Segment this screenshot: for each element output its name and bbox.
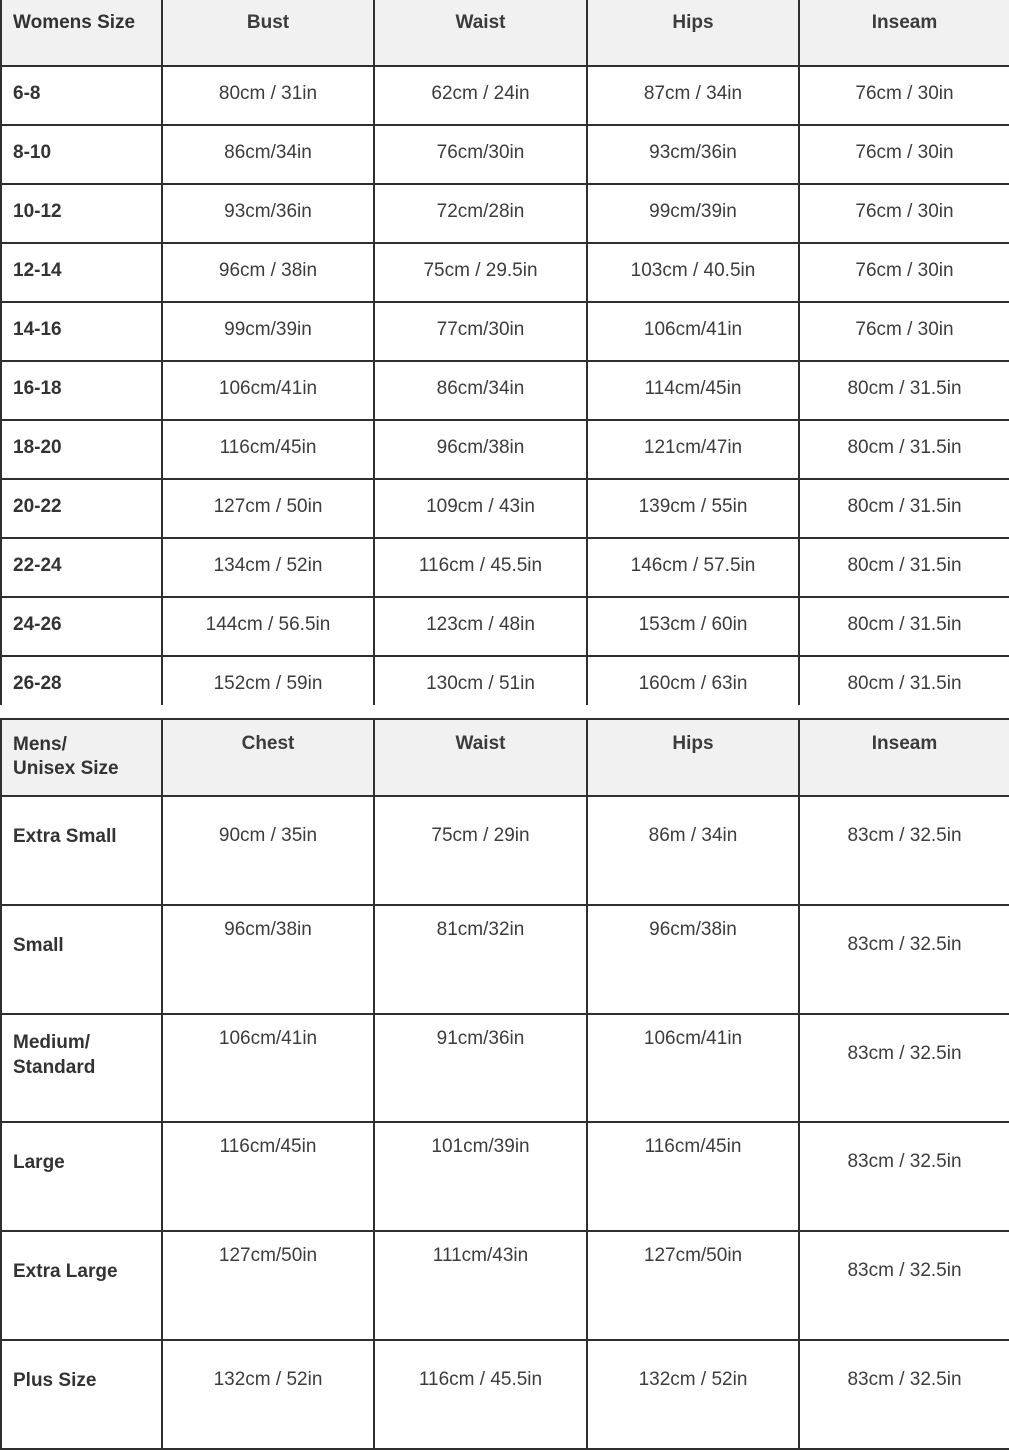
measurement-cell: 80cm / 31.5in [799,361,1009,420]
measurement-cell: 76cm / 30in [799,243,1009,302]
measurement-cell: 80cm / 31.5in [799,656,1009,715]
table-row [1,1122,1009,1231]
measurement-cell: 103cm / 40.5in [587,243,799,302]
measurement-cell: 132cm / 52in [162,1340,374,1449]
measurement-cell: 76cm / 30in [799,302,1009,361]
measurement-cell: 76cm / 30in [799,184,1009,243]
measurement-cell: 76cm / 30in [799,125,1009,184]
measurement-cell: 76cm/30in [374,125,587,184]
measurement-cell: 116cm/45in [162,1122,374,1231]
column-header: Hips [587,719,799,796]
column-header: Chest [162,719,374,796]
measurement-cell: 139cm / 55in [587,479,799,538]
table-row [1,302,1009,361]
measurement-cell: 83cm / 32.5in [799,1122,1009,1231]
measurement-cell: 80cm / 31in [162,66,374,125]
table-separator [0,705,1009,717]
measurement-cell: 144cm / 56.5in [162,597,374,656]
measurement-cell: 96cm / 38in [162,243,374,302]
measurement-cell: 99cm/39in [162,302,374,361]
measurement-cell: 127cm/50in [162,1231,374,1340]
measurement-cell: 127cm/50in [587,1231,799,1340]
measurement-cell: 116cm/45in [162,420,374,479]
size-cell: 18-20 [1,420,162,479]
column-header: Womens Size [1,0,162,66]
measurement-cell: 106cm/41in [587,302,799,361]
size-cell: 6-8 [1,66,162,125]
column-header: Bust [162,0,374,66]
measurement-cell: 160cm / 63in [587,656,799,715]
size-cell: Small [1,905,162,1014]
measurement-cell: 80cm / 31.5in [799,479,1009,538]
size-cell: Medium/ Standard [1,1014,162,1122]
measurement-cell: 86m / 34in [587,796,799,905]
measurement-cell: 106cm/41in [587,1014,799,1122]
measurement-cell: 127cm / 50in [162,479,374,538]
measurement-cell: 146cm / 57.5in [587,538,799,597]
measurement-cell: 121cm/47in [587,420,799,479]
measurement-cell: 76cm / 30in [799,66,1009,125]
measurement-cell: 62cm / 24in [374,66,587,125]
measurement-cell: 111cm/43in [374,1231,587,1340]
table-row [1,420,1009,479]
measurement-cell: 83cm / 32.5in [799,905,1009,1014]
size-cell: Extra Small [1,796,162,905]
measurement-cell: 132cm / 52in [587,1340,799,1449]
measurement-cell: 83cm / 32.5in [799,1340,1009,1449]
table-row [1,1014,1009,1122]
column-header: Mens/ Unisex Size [1,719,162,796]
size-cell: 22-24 [1,538,162,597]
measurement-cell: 75cm / 29.5in [374,243,587,302]
measurement-cell: 96cm/38in [374,420,587,479]
size-cell: 24-26 [1,597,162,656]
measurement-cell: 116cm / 45.5in [374,1340,587,1449]
table-row [1,479,1009,538]
table-row [1,1340,1009,1449]
column-header: Inseam [799,719,1009,796]
measurement-cell: 81cm/32in [374,905,587,1014]
measurement-cell: 152cm / 59in [162,656,374,715]
size-cell: 8-10 [1,125,162,184]
measurement-cell: 123cm / 48in [374,597,587,656]
mens-unisex-size-table [0,718,1009,1450]
measurement-cell: 106cm/41in [162,361,374,420]
table-row [1,538,1009,597]
table-row [1,125,1009,184]
table-row [1,361,1009,420]
measurement-cell: 83cm / 32.5in [799,1014,1009,1122]
measurement-cell: 116cm/45in [587,1122,799,1231]
measurement-cell: 80cm / 31.5in [799,420,1009,479]
measurement-cell: 80cm / 31.5in [799,597,1009,656]
table-row [1,597,1009,656]
measurement-cell: 72cm/28in [374,184,587,243]
column-header: Hips [587,0,799,66]
size-cell: Extra Large [1,1231,162,1340]
measurement-cell: 96cm/38in [587,905,799,1014]
measurement-cell: 90cm / 35in [162,796,374,905]
measurement-cell: 93cm/36in [587,125,799,184]
size-cell: Large [1,1122,162,1231]
header-row [1,719,1009,796]
size-cell: 20-22 [1,479,162,538]
column-header: Waist [374,719,587,796]
table-row [1,243,1009,302]
header-row [1,0,1009,66]
size-cell: 14-16 [1,302,162,361]
measurement-cell: 106cm/41in [162,1014,374,1122]
size-cell: 26-28 [1,656,162,715]
measurement-cell: 101cm/39in [374,1122,587,1231]
table-row [1,1231,1009,1340]
measurement-cell: 116cm / 45.5in [374,538,587,597]
size-cell: 12-14 [1,243,162,302]
column-header: Waist [374,0,587,66]
table-row [1,66,1009,125]
table-row [1,905,1009,1014]
measurement-cell: 75cm / 29in [374,796,587,905]
measurement-cell: 86cm/34in [374,361,587,420]
measurement-cell: 114cm/45in [587,361,799,420]
measurement-cell: 134cm / 52in [162,538,374,597]
column-header: Inseam [799,0,1009,66]
measurement-cell: 153cm / 60in [587,597,799,656]
table-row [1,184,1009,243]
measurement-cell: 87cm / 34in [587,66,799,125]
womens-size-table [0,0,1009,716]
measurement-cell: 83cm / 32.5in [799,796,1009,905]
size-cell: 10-12 [1,184,162,243]
measurement-cell: 86cm/34in [162,125,374,184]
measurement-cell: 96cm/38in [162,905,374,1014]
size-cell: 16-18 [1,361,162,420]
measurement-cell: 99cm/39in [587,184,799,243]
measurement-cell: 109cm / 43in [374,479,587,538]
size-cell: Plus Size [1,1340,162,1449]
measurement-cell: 83cm / 32.5in [799,1231,1009,1340]
table-row [1,796,1009,905]
measurement-cell: 93cm/36in [162,184,374,243]
measurement-cell: 80cm / 31.5in [799,538,1009,597]
measurement-cell: 77cm/30in [374,302,587,361]
measurement-cell: 130cm / 51in [374,656,587,715]
measurement-cell: 91cm/36in [374,1014,587,1122]
